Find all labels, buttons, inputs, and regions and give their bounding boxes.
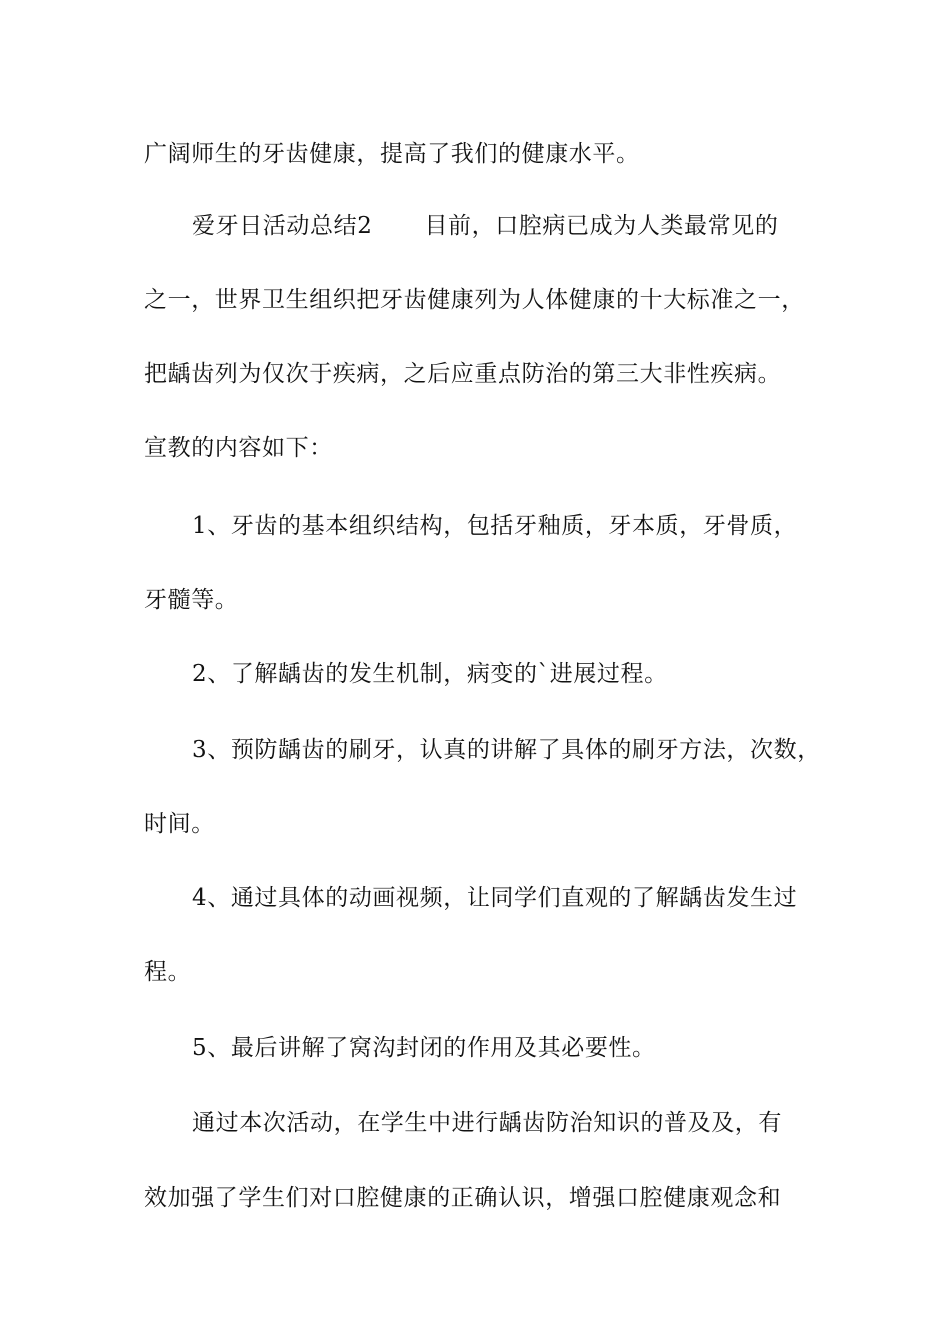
paragraph-line: 通过本次活动，在学生中进行龋齿防治知识的普及及，有 — [192, 1110, 782, 1136]
list-item-line: 时间。 — [144, 811, 215, 837]
list-item-line: 5、最后讲解了窝沟封闭的作用及其必要性。 — [192, 1035, 656, 1061]
list-item-line: 2、了解龋齿的发生机制，病变的`进展过程。 — [192, 661, 668, 687]
paragraph-line: 宣教的内容如下： — [144, 435, 333, 461]
section-title: 爱牙日活动总结2 — [192, 213, 373, 239]
paragraph-line: 广阔师生的牙齿健康，提高了我们的健康水平。 — [144, 141, 640, 167]
paragraph-line: 把龋齿列为仅次于疾病，之后应重点防治的第三大非性疾病。 — [144, 361, 782, 387]
list-item-line: 1、牙齿的基本组织结构，包括牙釉质，牙本质，牙骨质， — [192, 513, 798, 539]
paragraph-text: 目前，口腔病已成为人类最常见的 — [424, 213, 779, 239]
section-heading-line — [192, 211, 778, 241]
paragraph-line: 效加强了学生们对口腔健康的正确认识，增强口腔健康观念和 — [144, 1185, 782, 1211]
list-item-line: 牙髓等。 — [144, 587, 239, 613]
list-item-line: 程。 — [144, 959, 192, 985]
paragraph-line: 之一，世界卫生组织把牙齿健康列为人体健康的十大标准之一， — [144, 287, 805, 313]
list-item-line: 3、预防龋齿的刷牙，认真的讲解了具体的刷牙方法，次数， — [192, 737, 821, 763]
list-item-line: 4、通过具体的动画视频，让同学们直观的了解龋齿发生过 — [192, 885, 798, 911]
